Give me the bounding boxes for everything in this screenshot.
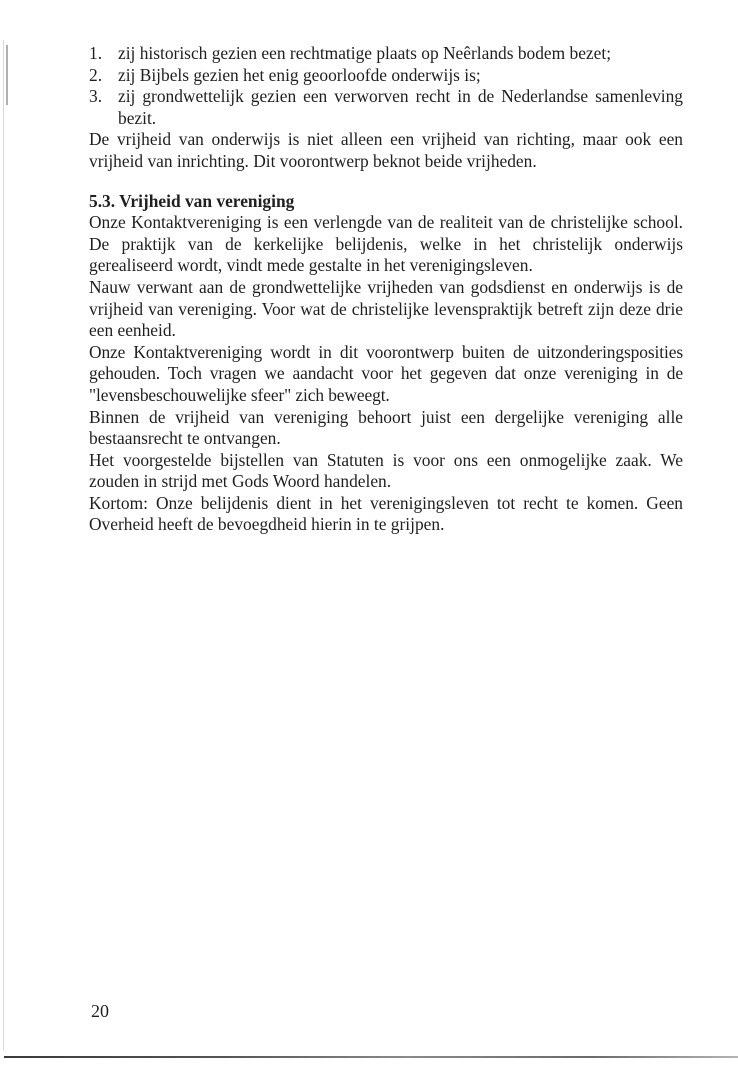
list-item-text: zij Bijbels gezien het enig geoorloofde onderwijs is;: [118, 64, 481, 85]
section-paragraph: Nauw verwant aan de grondwettelijke vrijheden van godsdienst en onderwijs is de vrijheid van vereniging. Voor wat de christelijke levenspraktijk betreft zijn deze drie een eenheid.: [89, 276, 683, 341]
list-item-number: 3.: [89, 86, 103, 107]
page-edge-shadow: [3, 40, 4, 1050]
page-body: [89, 43, 683, 536]
section-paragraph: Kortom: Onze belijdenis dient in het verenigingsleven tot recht te komen. Geen Overheid heeft de bevoegdheid hierin in te grijpen.: [89, 492, 683, 535]
section-paragraph: Onze Kontaktvereniging is een verlengde van de realiteit van de christelijke school. De praktijk van de kerkelijke belijdenis, welke in het christelijk onderwijs gerealiseerd wordt, vindt mede gestalte in het verenigingsleven.: [89, 212, 683, 276]
section-paragraph: Het voorgestelde bijstellen van Statuten is voor ons een onmogelijke zaak. We zouden in strijd met Gods Woord handelen.: [89, 449, 683, 492]
intro-paragraph: De vrijheid van onderwijs is niet alleen een vrijheid van richting, maar ook een vrijheid van inrichting. Dit voorontwerp beknot beide vrijheden.: [89, 129, 683, 171]
list-item: [89, 86, 683, 129]
section-paragraph: Binnen de vrijheid van vereniging behoort juist een dergelijke vereniging alle bestaansrecht te ontvangen.: [89, 406, 683, 449]
bottom-rule: [4, 1056, 738, 1058]
page-number: 20: [91, 1001, 109, 1021]
section-heading: 5.3. Vrijheid van vereniging: [89, 190, 295, 211]
list-item: [89, 65, 683, 87]
list-item: [89, 43, 683, 65]
section-paragraph: Onze Kontaktvereniging wordt in dit voorontwerp buiten de uitzonderingsposities gehouden. Toch vragen we aandacht voor het gegeven dat onze vereniging in de "levensbeschouwelijke sfeer" zich beweegt.: [89, 341, 683, 405]
numbered-list: [89, 43, 683, 129]
list-item-text: zij historisch gezien een rechtmatige plaats op Neêrlands bodem bezet;: [118, 43, 612, 63]
list-item-number: 2.: [89, 64, 103, 85]
list-item-number: 1.: [89, 43, 103, 63]
page-edge-mark: [6, 45, 8, 105]
list-item-text: zij grondwettelijk gezien een verworven recht in de Nederlandse samenleving bezit.: [118, 86, 683, 128]
